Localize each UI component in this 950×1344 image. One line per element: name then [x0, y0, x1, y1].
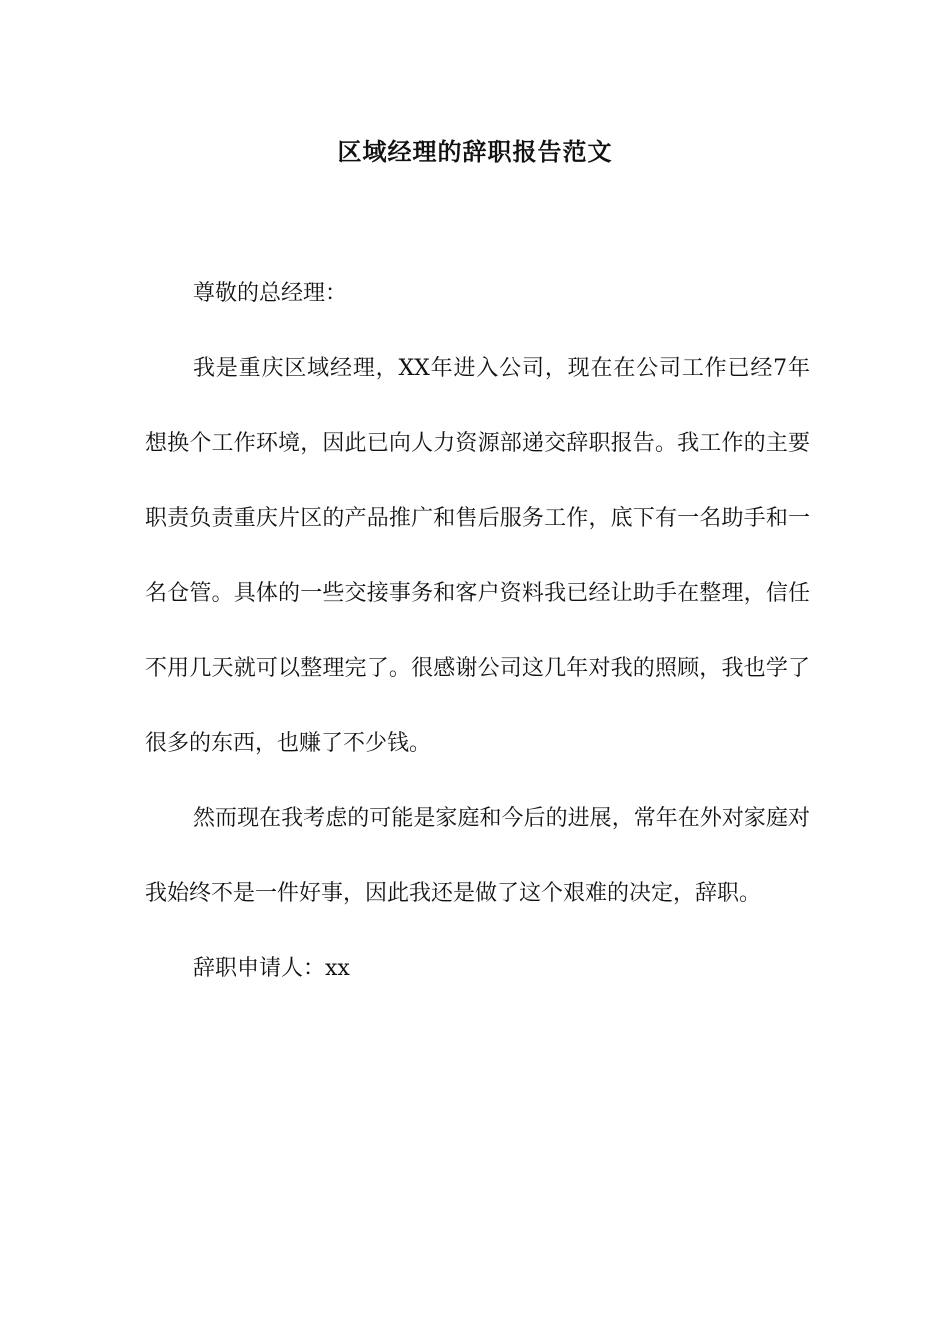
signature: 辞职申请人：xx: [193, 956, 350, 981]
salutation: 尊敬的总经理：: [193, 281, 348, 306]
document-body: [145, 256, 810, 1006]
document-title: 区域经理的辞职报告范文: [337, 137, 613, 166]
paragraph-1: 我是重庆区域经理，XX年进入公司，现在在公司工作已经7年想换个工作环境，因此已向人力资源部递交辞职报告。我工作的主要职责负责重庆片区的产品推广和售后服务工作，底下有一名助手和一名仓管。具体的一些交接事务和客户资料我已经让助手在整理，信任不用几天就可以整理完了。很感谢公司这几年对我的照顾，我也学了很多的东西，也赚了不少钱。: [145, 356, 810, 756]
paragraph-2: 然而现在我考虑的可能是家庭和今后的进展，常年在外对家庭对我始终不是一件好事，因此我还是做了这个艰难的决定，辞职。: [145, 806, 810, 906]
